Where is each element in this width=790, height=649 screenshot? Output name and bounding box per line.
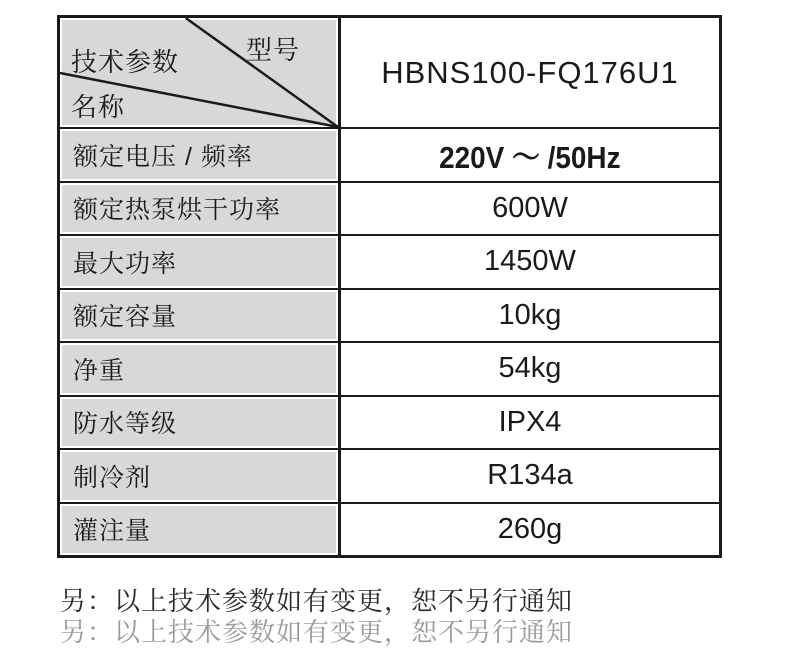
spec-table [57, 15, 722, 558]
row-value: 220V ～ /50Hz [439, 140, 621, 176]
corner-label-name: 名称 [71, 92, 126, 122]
row-value: 260g [338, 504, 719, 556]
row-value: 600W [338, 183, 719, 235]
table-row [60, 448, 719, 502]
row-value: IPX4 [338, 397, 719, 449]
header-corner-cell [60, 18, 338, 127]
table-row [60, 502, 719, 556]
footer-disclaimer-note: 另：以上技术参数如有变更，恕不另行通知 [60, 586, 574, 616]
row-label: 制冷剂 [60, 450, 338, 502]
row-label: 防水等级 [60, 397, 338, 449]
table-row [60, 288, 719, 342]
footer-disclaimer-note-clipped: 另：以上技术参数如有变更，恕不另行通知 [60, 617, 574, 647]
spec-table-header-row [60, 18, 719, 127]
row-label: 额定容量 [60, 290, 338, 342]
row-value: 10kg [338, 290, 719, 342]
table-row [60, 127, 719, 181]
row-label: 最大功率 [60, 236, 338, 288]
row-label: 灌注量 [60, 504, 338, 556]
corner-label-model: 型号 [246, 35, 301, 65]
table-row [60, 181, 719, 235]
table-row [60, 234, 719, 288]
table-row [60, 395, 719, 449]
row-label: 净重 [60, 343, 338, 395]
row-value: R134a [338, 450, 719, 502]
corner-label-parameters: 技术参数 [71, 47, 180, 77]
row-label: 额定热泵烘干功率 [60, 183, 338, 235]
model-number-value: HBNS100-FQ176U1 [338, 18, 719, 127]
row-label: 额定电压 / 频率 [60, 129, 338, 181]
row-value: 1450W [338, 236, 719, 288]
row-value: 54kg [338, 343, 719, 395]
table-row [60, 341, 719, 395]
